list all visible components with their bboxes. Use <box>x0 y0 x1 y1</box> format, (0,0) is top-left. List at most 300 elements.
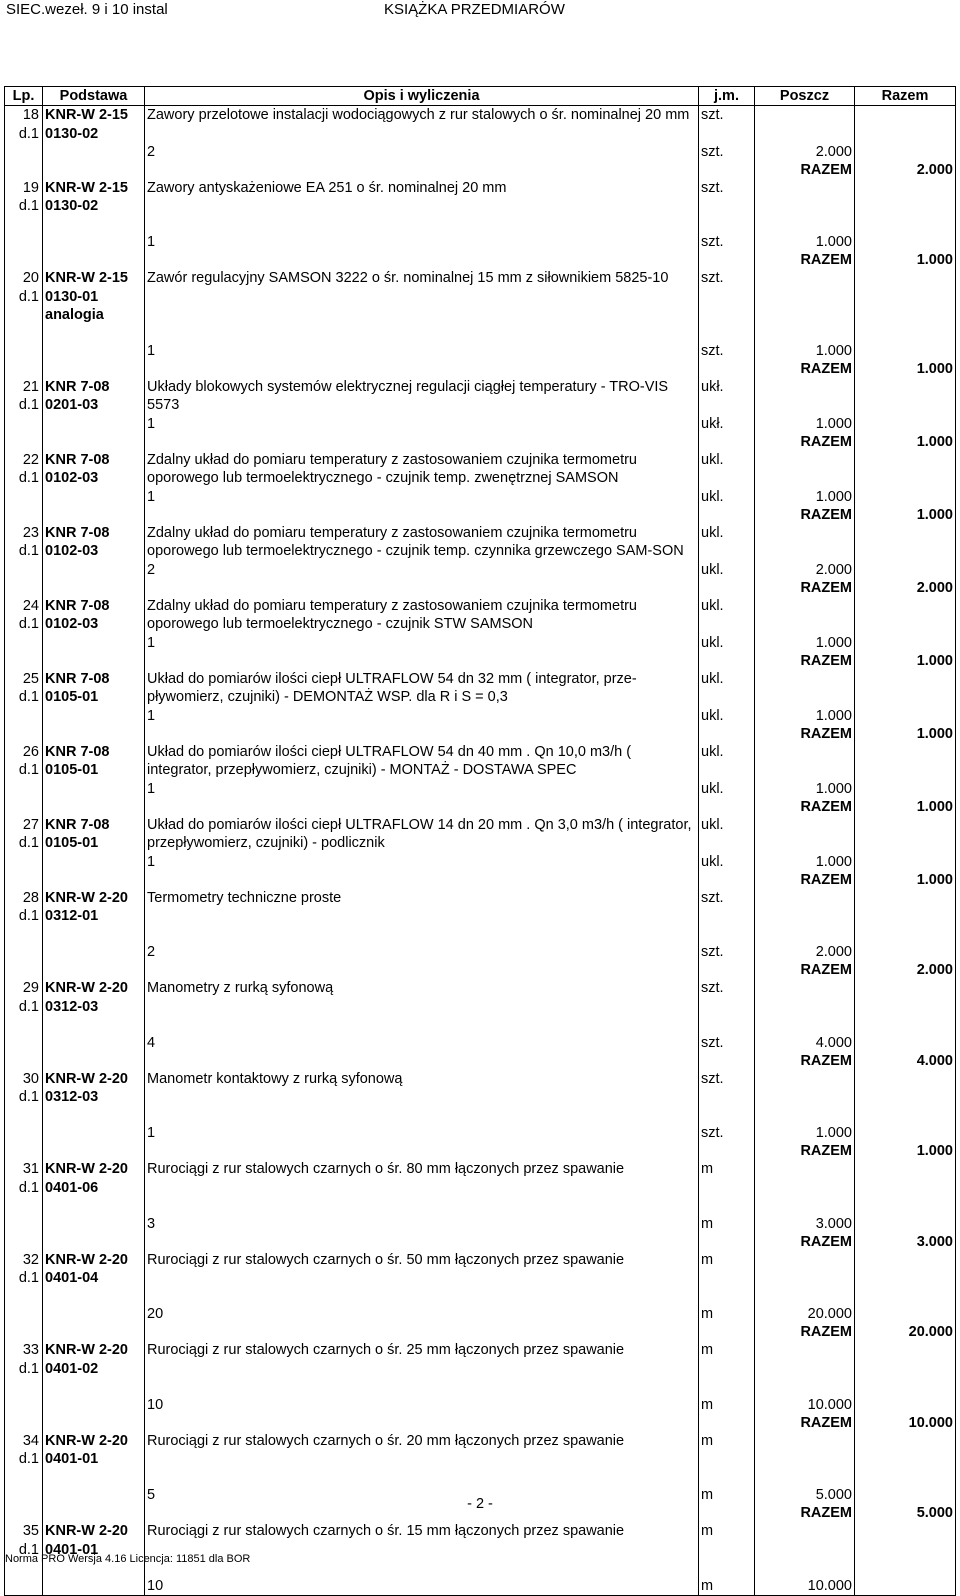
item-total-row <box>5 652 956 670</box>
item-poszcz: 1.000 <box>755 853 855 871</box>
cell-empty <box>5 1396 43 1414</box>
item-variant: d.1 <box>5 1179 43 1197</box>
cell-empty <box>699 871 755 889</box>
razem-label: RAZEM <box>755 871 855 889</box>
item-unit: m <box>699 1341 755 1360</box>
razem-label: RAZEM <box>755 1504 855 1522</box>
item-quantity: 1 <box>145 707 699 725</box>
cell-empty <box>755 1179 855 1197</box>
item-basis: 0102-03 <box>43 615 145 633</box>
item-unit: szt. <box>699 106 755 125</box>
item-basis: 0401-01 <box>43 1450 145 1468</box>
item-lp: 24 <box>5 597 43 616</box>
item-variant: d.1 <box>5 125 43 143</box>
cell-empty <box>43 1287 145 1305</box>
item-unit: ukl. <box>699 743 755 762</box>
item-description: Zdalny układ do pomiaru temperatury z zastosowaniem czujnika termometru oporowego lub termoelektrycznego - czujnik temp. zwenętrznej SAMSON <box>145 451 699 488</box>
item-variant: d.1 <box>5 907 43 925</box>
cell-empty <box>43 871 145 889</box>
cell-empty <box>855 1016 956 1034</box>
item-variant: d.1 <box>5 197 43 215</box>
item-description: Termometry techniczne proste <box>145 889 699 926</box>
cell-empty <box>43 1106 145 1124</box>
cell-empty <box>43 925 145 943</box>
item-total: 20.000 <box>855 1323 956 1341</box>
cell-empty <box>5 798 43 816</box>
cell-empty <box>5 215 43 233</box>
item-quantity: 1 <box>145 233 699 251</box>
cell-empty <box>699 1468 755 1486</box>
cell-empty <box>755 1088 855 1106</box>
cell-empty <box>5 1305 43 1323</box>
cell-empty <box>5 1124 43 1142</box>
cell-empty <box>855 106 956 125</box>
item-poszcz: 1.000 <box>755 488 855 506</box>
item-unit: ukl. <box>699 451 755 470</box>
item-basis: 0102-03 <box>43 469 145 487</box>
item-total: 2.000 <box>855 961 956 979</box>
item-basis: 0312-03 <box>43 998 145 1016</box>
cell-empty <box>699 306 755 324</box>
cell-empty <box>5 433 43 451</box>
cell-empty <box>855 1160 956 1179</box>
cell-empty <box>5 579 43 597</box>
razem-label: RAZEM <box>755 1414 855 1432</box>
col-header-poszcz: Poszcz <box>755 87 855 106</box>
cell-empty <box>855 415 956 433</box>
cell-empty <box>5 961 43 979</box>
cell-empty <box>699 396 755 414</box>
cell-empty <box>699 1016 755 1034</box>
cell-empty <box>755 925 855 943</box>
cell-empty <box>699 925 755 943</box>
cell-empty <box>755 743 855 762</box>
cell-empty <box>855 1468 956 1486</box>
cell-empty <box>43 215 145 233</box>
item-poszcz: 1.000 <box>755 634 855 652</box>
cell-empty <box>755 396 855 414</box>
item-basis: KNR 7-08 <box>43 597 145 616</box>
cell-empty <box>43 652 145 670</box>
cell-empty <box>755 1160 855 1179</box>
cell-empty <box>145 1142 699 1160</box>
cell-empty <box>145 1106 699 1124</box>
cell-empty <box>755 1341 855 1360</box>
cell-empty <box>699 1179 755 1197</box>
item-poszcz: 1.000 <box>755 1124 855 1142</box>
item-quantity-row <box>5 143 956 161</box>
item-basis: 0401-02 <box>43 1360 145 1378</box>
item-total: 2.000 <box>855 579 956 597</box>
item-basis: KNR 7-08 <box>43 524 145 543</box>
cell-empty <box>855 378 956 397</box>
razem-label: RAZEM <box>755 506 855 524</box>
cell-empty <box>43 1577 145 1596</box>
cell-empty <box>855 324 956 342</box>
item-unit-repeat: szt. <box>699 342 755 360</box>
item-poszcz: 1.000 <box>755 707 855 725</box>
item-quantity-row <box>5 634 956 652</box>
cell-empty <box>5 925 43 943</box>
item-variant: d.1 <box>5 469 43 487</box>
item-total: 5.000 <box>855 1504 956 1522</box>
cell-empty <box>699 506 755 524</box>
cell-empty <box>855 743 956 762</box>
cell-empty <box>699 725 755 743</box>
item-unit-repeat: ukl. <box>699 634 755 652</box>
cost-estimate-table <box>4 86 956 1596</box>
cell-empty <box>855 1269 956 1287</box>
cell-empty <box>145 1016 699 1034</box>
cell-empty <box>755 688 855 706</box>
item-lp: 33 <box>5 1341 43 1360</box>
item-total: 2.000 <box>855 161 956 179</box>
item-lp: 25 <box>5 670 43 689</box>
item-basis: KNR 7-08 <box>43 743 145 762</box>
spacer-row <box>5 1287 956 1305</box>
cell-empty <box>699 125 755 143</box>
item-basis: KNR-W 2-20 <box>43 1341 145 1360</box>
item-total: 1.000 <box>855 725 956 743</box>
item-quantity-row <box>5 1124 956 1142</box>
cell-empty <box>145 871 699 889</box>
cell-empty <box>855 889 956 908</box>
col-header-podstawa: Podstawa <box>43 87 145 106</box>
cell-empty <box>855 1070 956 1089</box>
item-description: Układ do pomiarów ilości ciepł ULTRAFLOW 54 dn 40 mm . Qn 10,0 m3/h ( integrator, przepływomierz, czujniki) - MONTAŻ - DOSTAWA SPEC <box>145 743 699 780</box>
item-quantity-row <box>5 415 956 433</box>
cell-empty <box>855 1450 956 1468</box>
razem-label: RAZEM <box>755 1052 855 1070</box>
item-unit-repeat: ukl. <box>699 707 755 725</box>
item-quantity-row <box>5 488 956 506</box>
item-lp: 18 <box>5 106 43 125</box>
item-unit-repeat: m <box>699 1486 755 1504</box>
cell-empty <box>145 1323 699 1341</box>
cell-empty <box>855 288 956 306</box>
item-row <box>5 889 956 908</box>
item-description: Rurociągi z rur stalowych czarnych o śr. 80 mm łączonych przez spawanie <box>145 1160 699 1197</box>
cell-empty <box>43 342 145 360</box>
cell-empty <box>755 1269 855 1287</box>
cell-empty <box>43 488 145 506</box>
item-quantity: 1 <box>145 488 699 506</box>
cell-empty <box>5 415 43 433</box>
cell-empty <box>5 1323 43 1341</box>
cell-empty <box>699 433 755 451</box>
cell-empty <box>5 561 43 579</box>
item-quantity-row <box>5 1215 956 1233</box>
item-quantity-row <box>5 780 956 798</box>
item-row <box>5 1341 956 1360</box>
item-description: Zdalny układ do pomiaru temperatury z zastosowaniem czujnika termometru oporowego lub termoelektrycznego - czujnik STW SAMSON <box>145 597 699 634</box>
cell-empty <box>855 179 956 198</box>
item-quantity: 20 <box>145 1305 699 1323</box>
item-quantity: 1 <box>145 415 699 433</box>
spacer-row <box>5 1468 956 1486</box>
document-title: SIEC.wezeł. 9 i 10 instal <box>6 1 168 18</box>
cell-empty <box>43 360 145 378</box>
item-basis: KNR 7-08 <box>43 816 145 835</box>
item-lp: 27 <box>5 816 43 835</box>
item-variant <box>5 306 43 324</box>
cell-empty <box>5 1287 43 1305</box>
cell-empty <box>699 615 755 633</box>
item-basis: 0105-01 <box>43 761 145 779</box>
item-poszcz: 2.000 <box>755 561 855 579</box>
cell-empty <box>43 1414 145 1432</box>
cell-empty <box>855 907 956 925</box>
cell-empty <box>699 1197 755 1215</box>
item-total-row <box>5 251 956 269</box>
cell-empty <box>5 1414 43 1432</box>
cell-empty <box>855 396 956 414</box>
cell-empty <box>755 1106 855 1124</box>
item-description: Rurociągi z rur stalowych czarnych o śr. 20 mm łączonych przez spawanie <box>145 1432 699 1469</box>
cell-empty <box>699 1378 755 1396</box>
item-row <box>5 269 956 288</box>
cell-empty <box>755 1468 855 1486</box>
item-basis: 0130-02 <box>43 125 145 143</box>
item-unit-repeat: szt. <box>699 1124 755 1142</box>
item-total-row <box>5 1142 956 1160</box>
item-total: 1.000 <box>855 652 956 670</box>
item-poszcz: 1.000 <box>755 780 855 798</box>
item-unit: szt. <box>699 979 755 998</box>
item-lp: 23 <box>5 524 43 543</box>
item-poszcz: 10.000 <box>755 1577 855 1596</box>
item-description: Układ do pomiarów ilości ciepł ULTRAFLOW 54 dn 32 mm ( integrator, prze-pływomierz, czujniki) - DEMONTAŻ WSP. dla R i S = 0,3 <box>145 670 699 707</box>
table-header-row <box>5 87 956 106</box>
item-total-row <box>5 360 956 378</box>
cell-empty <box>699 961 755 979</box>
col-header-jm: j.m. <box>699 87 755 106</box>
cell-empty <box>855 615 956 633</box>
item-row <box>5 179 956 198</box>
item-row <box>5 1160 956 1179</box>
item-unit: szt. <box>699 179 755 198</box>
item-variant: d.1 <box>5 396 43 414</box>
cell-empty <box>5 634 43 652</box>
item-variant: d.1 <box>5 542 43 560</box>
cell-empty <box>855 1287 956 1305</box>
item-basis: KNR-W 2-15 <box>43 106 145 125</box>
item-total-row <box>5 1323 956 1341</box>
cell-empty <box>145 961 699 979</box>
cell-empty <box>755 1197 855 1215</box>
cell-empty <box>43 561 145 579</box>
cell-empty <box>145 251 699 269</box>
item-description: Zawory przelotowe instalacji wodociągowych z rur stalowych o śr. nominalnej 20 mm <box>145 106 699 143</box>
item-total-row <box>5 725 956 743</box>
item-unit-repeat: ukl. <box>699 561 755 579</box>
cell-empty <box>755 378 855 397</box>
razem-label: RAZEM <box>755 579 855 597</box>
cell-empty <box>699 1269 755 1287</box>
cell-empty <box>699 197 755 215</box>
cell-empty <box>755 1360 855 1378</box>
cell-empty <box>755 106 855 125</box>
item-description: Układ do pomiarów ilości ciepł ULTRAFLOW 14 dn 20 mm . Qn 3,0 m3/h ( integrator, przepływomierz, czujniki) - podlicznik <box>145 816 699 853</box>
item-variant: d.1 <box>5 1450 43 1468</box>
software-footer: Norma PRO Wersja 4.16 Licencja: 11851 dla BOR <box>5 1553 251 1565</box>
cell-empty <box>145 1052 699 1070</box>
cell-empty <box>699 215 755 233</box>
item-poszcz: 1.000 <box>755 233 855 251</box>
cell-empty <box>43 707 145 725</box>
cell-empty <box>699 1559 755 1577</box>
cell-empty <box>699 324 755 342</box>
cell-empty <box>855 1251 956 1270</box>
item-row <box>5 378 956 397</box>
cell-empty <box>43 1215 145 1233</box>
item-description: Manometr kontaktowy z rurką syfonową <box>145 1070 699 1107</box>
item-basis: KNR-W 2-20 <box>43 889 145 908</box>
cell-empty <box>5 1215 43 1233</box>
cell-empty <box>755 1541 855 1559</box>
razem-label: RAZEM <box>755 652 855 670</box>
cell-empty <box>5 143 43 161</box>
cell-empty <box>5 324 43 342</box>
razem-label: RAZEM <box>755 251 855 269</box>
cell-empty <box>855 853 956 871</box>
item-lp: 21 <box>5 378 43 397</box>
cell-empty <box>43 433 145 451</box>
item-quantity: 2 <box>145 943 699 961</box>
item-poszcz: 10.000 <box>755 1396 855 1414</box>
item-poszcz: 2.000 <box>755 143 855 161</box>
cell-empty <box>855 233 956 251</box>
cell-empty <box>43 961 145 979</box>
item-unit: m <box>699 1522 755 1541</box>
item-total-row <box>5 1052 956 1070</box>
item-row <box>5 1251 956 1270</box>
cell-empty <box>855 597 956 616</box>
item-total: 10.000 <box>855 1414 956 1432</box>
item-lp: 32 <box>5 1251 43 1270</box>
item-unit: szt. <box>699 269 755 288</box>
item-description: Zdalny układ do pomiaru temperatury z zastosowaniem czujnika termometru oporowego lub termoelektrycznego - czujnik temp. czynnika grzewczego SAM-SON <box>145 524 699 561</box>
item-unit: szt. <box>699 1070 755 1089</box>
cell-empty <box>5 251 43 269</box>
item-quantity: 3 <box>145 1215 699 1233</box>
cell-empty <box>755 907 855 925</box>
item-quantity-row <box>5 1396 956 1414</box>
item-quantity-row <box>5 1305 956 1323</box>
item-total: 3.000 <box>855 1233 956 1251</box>
razem-label: RAZEM <box>755 1142 855 1160</box>
spacer-row <box>5 1197 956 1215</box>
cell-empty <box>5 1378 43 1396</box>
cell-empty <box>5 1052 43 1070</box>
item-poszcz: 1.000 <box>755 342 855 360</box>
item-description: Rurociągi z rur stalowych czarnych o śr. 25 mm łączonych przez spawanie <box>145 1341 699 1378</box>
item-basis: KNR 7-08 <box>43 451 145 470</box>
cell-empty <box>755 269 855 288</box>
cell-empty <box>699 542 755 560</box>
cell-empty <box>43 1124 145 1142</box>
cell-empty <box>855 143 956 161</box>
cell-empty <box>755 179 855 198</box>
item-quantity: 1 <box>145 1124 699 1142</box>
item-total-row <box>5 798 956 816</box>
item-unit: ukl. <box>699 670 755 689</box>
cell-empty <box>855 707 956 725</box>
razem-label: RAZEM <box>755 725 855 743</box>
item-lp: 22 <box>5 451 43 470</box>
document-type: KSIĄŻKA PRZEDMIARÓW <box>384 1 565 18</box>
cell-empty <box>699 251 755 269</box>
cell-empty <box>855 1396 956 1414</box>
cell-empty <box>43 1052 145 1070</box>
item-unit-repeat: ukl. <box>699 488 755 506</box>
item-total: 1.000 <box>855 871 956 889</box>
cell-empty <box>855 1360 956 1378</box>
cell-empty <box>755 1432 855 1451</box>
col-header-razem: Razem <box>855 87 956 106</box>
item-quantity-row <box>5 233 956 251</box>
cell-empty <box>755 1070 855 1089</box>
cell-empty <box>699 1541 755 1559</box>
item-row <box>5 1432 956 1451</box>
cell-empty <box>855 1124 956 1142</box>
cell-empty <box>855 1179 956 1197</box>
cell-empty <box>755 542 855 560</box>
cell-empty <box>855 1577 956 1596</box>
cell-empty <box>145 215 699 233</box>
cell-empty <box>145 925 699 943</box>
cell-empty <box>43 1197 145 1215</box>
cell-empty <box>755 889 855 908</box>
item-unit: szt. <box>699 889 755 908</box>
item-basis: 0401-06 <box>43 1179 145 1197</box>
cell-empty <box>755 451 855 470</box>
item-basis: 0102-03 <box>43 542 145 560</box>
item-total: 1.000 <box>855 798 956 816</box>
cell-empty <box>855 524 956 543</box>
cell-empty <box>855 688 956 706</box>
item-basis: 0130-02 <box>43 197 145 215</box>
cell-empty <box>855 634 956 652</box>
item-row <box>5 1522 956 1541</box>
cell-empty <box>5 342 43 360</box>
cell-empty <box>145 1468 699 1486</box>
cell-empty <box>699 798 755 816</box>
item-quantity: 5 <box>145 1486 699 1504</box>
cell-empty <box>43 506 145 524</box>
page-number: - 2 - <box>467 1496 493 1512</box>
item-unit-repeat: m <box>699 1396 755 1414</box>
item-basis: KNR-W 2-20 <box>43 1160 145 1179</box>
cell-empty <box>755 597 855 616</box>
item-unit-repeat: szt. <box>699 1034 755 1052</box>
cell-empty <box>43 143 145 161</box>
cell-empty <box>43 853 145 871</box>
cell-empty <box>755 979 855 998</box>
cell-empty <box>855 215 956 233</box>
item-quantity: 1 <box>145 780 699 798</box>
cell-empty <box>5 488 43 506</box>
cell-empty <box>755 469 855 487</box>
razem-label: RAZEM <box>755 798 855 816</box>
cell-empty <box>699 469 755 487</box>
item-basis: KNR-W 2-15 <box>43 269 145 288</box>
cell-empty <box>5 1577 43 1596</box>
item-lp: 26 <box>5 743 43 762</box>
item-basis: KNR-W 2-20 <box>43 1432 145 1451</box>
item-total-row <box>5 961 956 979</box>
item-unit-repeat: m <box>699 1577 755 1596</box>
